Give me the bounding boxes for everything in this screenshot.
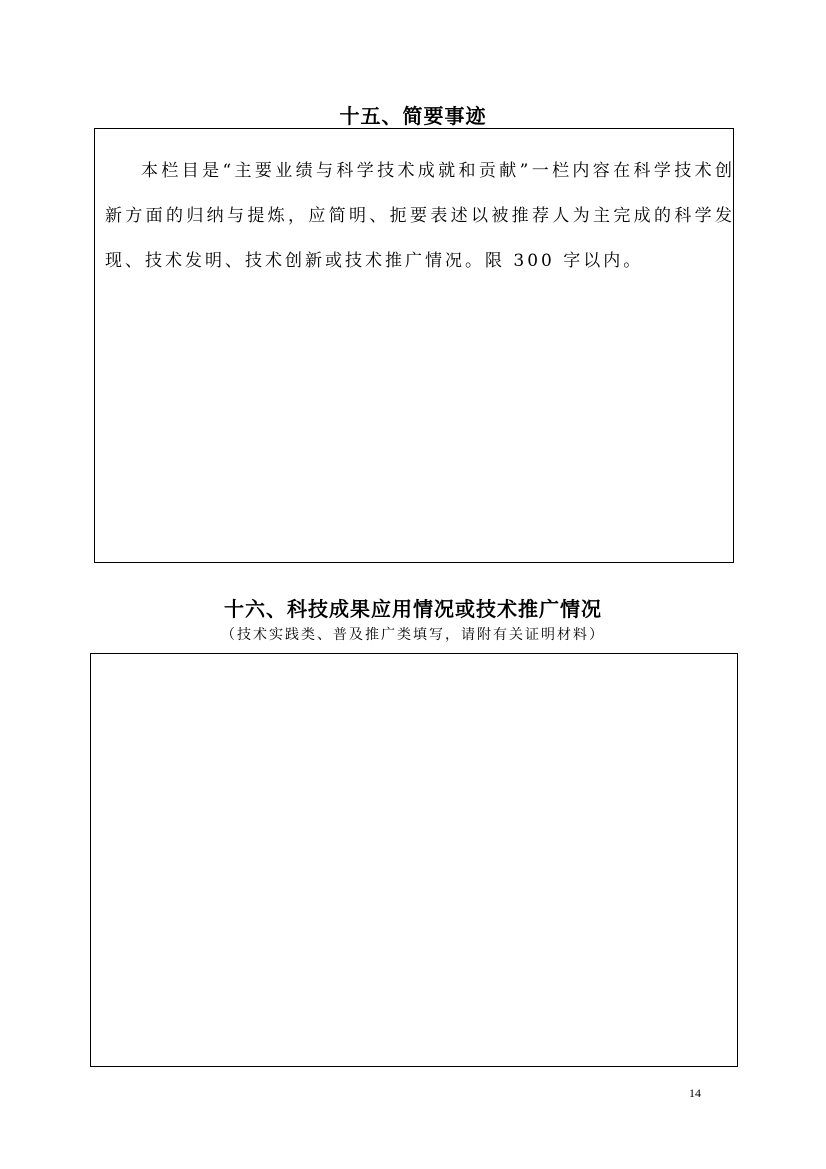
- page-number: 14: [689, 1086, 701, 1100]
- section-15-instructions: 本栏目是“主要业绩与科学技术成就和贡献”一栏内容在科学技术创新方面的归纳与提炼，应简明、扼要表述以被推荐人为主完成的科学发现、技术发明、技术创新或技术推广情况。限 300 字以内。: [105, 161, 735, 271]
- section-16-note: （技术实践类、普及推广类填写，请附有关证明材料）: [221, 627, 605, 643]
- section-15-title: 十五、简要事迹: [339, 104, 487, 128]
- section-16-title: 十六、科技成果应用情况或技术推广情况: [224, 597, 602, 621]
- section-16-box[interactable]: [90, 653, 738, 1067]
- section-15-box[interactable]: [94, 128, 734, 563]
